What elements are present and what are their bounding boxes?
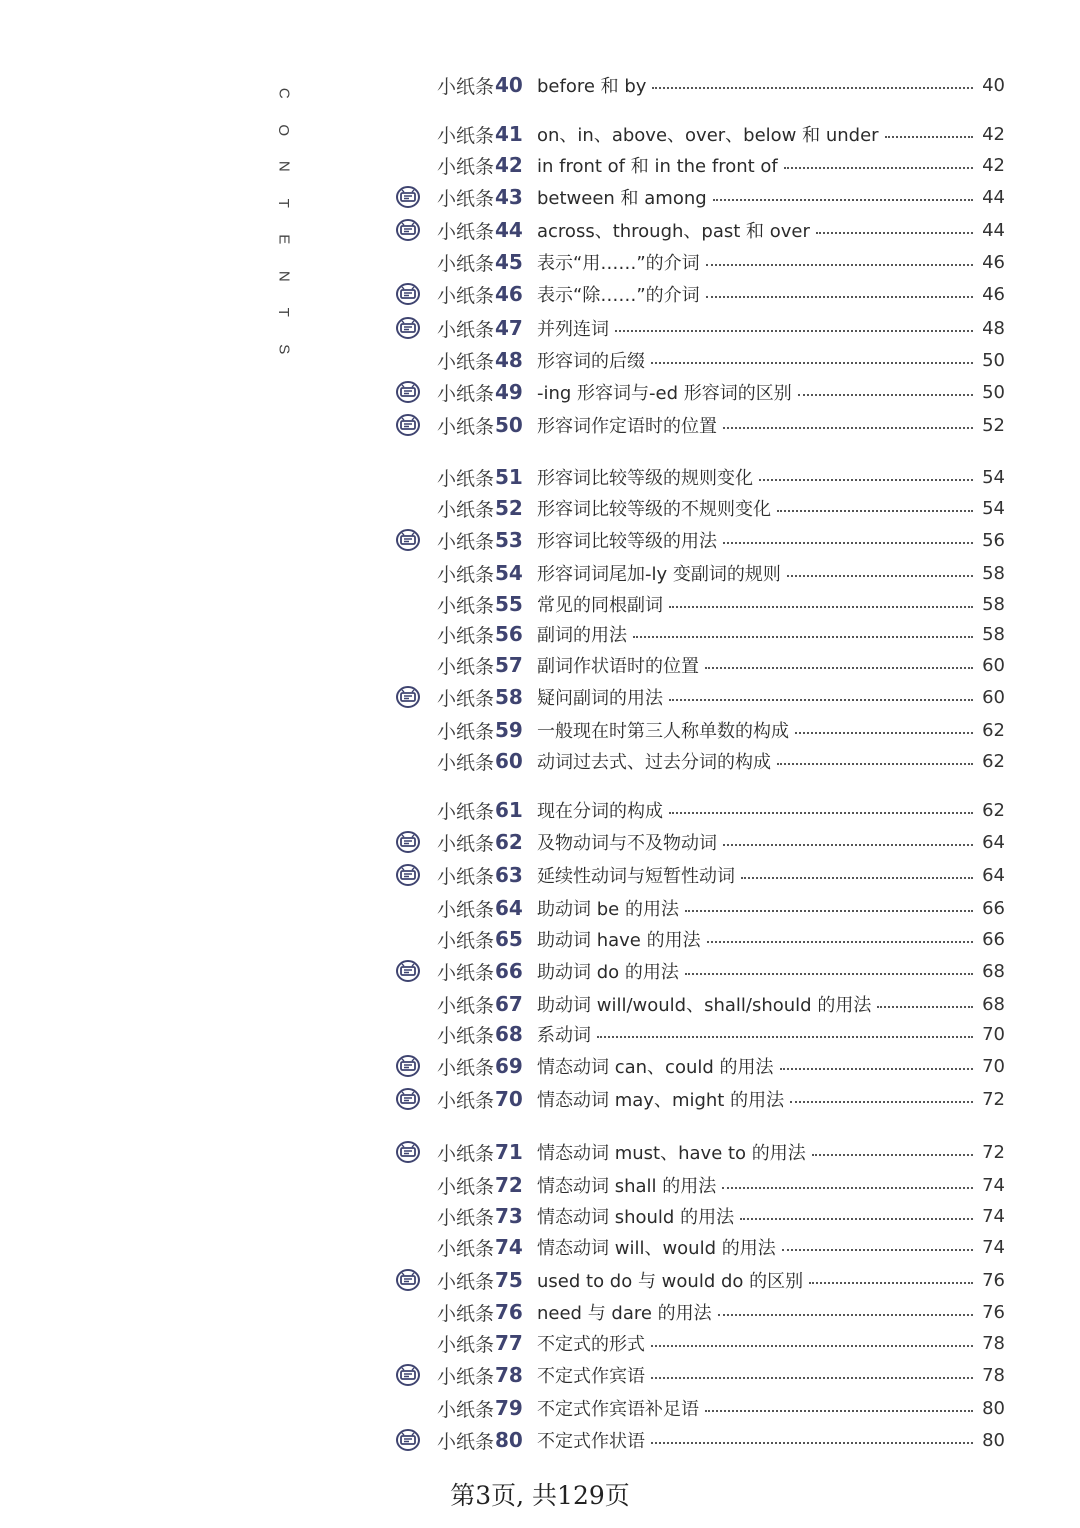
video-note-icon bbox=[395, 410, 437, 440]
entry-number: 56 bbox=[495, 622, 523, 646]
toc-entry[interactable] bbox=[395, 1170, 1005, 1200]
toc-entry[interactable] bbox=[395, 558, 1005, 588]
entry-page-number: 48 bbox=[982, 317, 1005, 339]
entry-page-number: 62 bbox=[982, 799, 1005, 821]
entry-page-number: 80 bbox=[982, 1429, 1005, 1451]
dot-leader bbox=[784, 166, 973, 169]
entry-prefix: 小纸条 bbox=[437, 187, 495, 210]
dot-leader bbox=[651, 1344, 973, 1347]
icon-placeholder bbox=[395, 150, 437, 180]
entry-page-number: 46 bbox=[982, 283, 1005, 305]
entry-prefix: 小纸条 bbox=[437, 220, 495, 243]
entry-number: 78 bbox=[495, 1363, 523, 1387]
entry-number: 49 bbox=[495, 380, 523, 404]
entry-page-number: 58 bbox=[982, 593, 1005, 615]
entry-number: 47 bbox=[495, 316, 523, 340]
icon-placeholder bbox=[395, 119, 437, 149]
entry-number: 70 bbox=[495, 1087, 523, 1111]
entry-prefix: 小纸条 bbox=[437, 832, 495, 855]
entry-page-number: 72 bbox=[982, 1088, 1005, 1110]
entry-number: 62 bbox=[495, 830, 523, 854]
entry-prefix: 小纸条 bbox=[437, 1024, 495, 1047]
toc-entry[interactable] bbox=[395, 70, 1005, 100]
dot-leader bbox=[707, 940, 973, 943]
entry-title: 形容词的后缀 bbox=[537, 351, 645, 372]
entry-page-number: 54 bbox=[982, 497, 1005, 519]
dot-leader bbox=[741, 876, 973, 879]
entry-title: 现在分词的构成 bbox=[537, 801, 663, 822]
toc-entry[interactable] bbox=[395, 619, 1005, 649]
entry-page-number: 56 bbox=[982, 529, 1005, 551]
entry-title: 常见的同根副词 bbox=[537, 595, 663, 616]
entry-title: 表示“用……”的介词 bbox=[537, 253, 700, 274]
toc-entry[interactable] bbox=[395, 827, 1005, 857]
video-note-icon bbox=[395, 377, 437, 407]
dot-leader bbox=[798, 393, 973, 396]
toc-entry[interactable] bbox=[395, 525, 1005, 555]
icon-placeholder bbox=[395, 715, 437, 745]
entry-number: 72 bbox=[495, 1173, 523, 1197]
icon-placeholder bbox=[395, 1170, 437, 1200]
dot-leader bbox=[877, 1005, 973, 1008]
dot-leader bbox=[812, 1153, 973, 1156]
entry-page-number: 54 bbox=[982, 466, 1005, 488]
entry-title: 情态动词 should 的用法 bbox=[537, 1207, 735, 1228]
dot-leader bbox=[722, 1186, 973, 1189]
entry-title: 情态动词 may、might 的用法 bbox=[537, 1090, 785, 1111]
entry-prefix: 小纸条 bbox=[437, 865, 495, 888]
toc-entry[interactable] bbox=[395, 182, 1005, 212]
entry-page-number: 50 bbox=[982, 349, 1005, 371]
entry-number: 59 bbox=[495, 718, 523, 742]
entry-prefix: 小纸条 bbox=[437, 751, 495, 774]
entry-number: 71 bbox=[495, 1140, 523, 1164]
toc-entry[interactable] bbox=[395, 313, 1005, 343]
entry-prefix: 小纸条 bbox=[437, 1333, 495, 1356]
entry-number: 53 bbox=[495, 528, 523, 552]
dot-leader bbox=[669, 811, 973, 814]
dot-leader bbox=[795, 731, 973, 734]
entry-number: 58 bbox=[495, 685, 523, 709]
dot-leader bbox=[723, 541, 973, 544]
toc-entry[interactable] bbox=[395, 150, 1005, 180]
contents-letter: E bbox=[275, 234, 293, 245]
entry-number: 61 bbox=[495, 798, 523, 822]
entry-page-number: 70 bbox=[982, 1023, 1005, 1045]
toc-entry[interactable] bbox=[395, 247, 1005, 277]
entry-number: 51 bbox=[495, 465, 523, 489]
icon-placeholder bbox=[395, 247, 437, 277]
dot-leader bbox=[782, 1248, 973, 1251]
toc-entry[interactable] bbox=[395, 1265, 1005, 1295]
entry-prefix: 小纸条 bbox=[437, 929, 495, 952]
entry-title: 一般现在时第三人称单数的构成 bbox=[537, 721, 789, 742]
video-note-icon bbox=[395, 215, 437, 245]
entry-number: 46 bbox=[495, 282, 523, 306]
entry-prefix: 小纸条 bbox=[437, 530, 495, 553]
video-note-icon bbox=[395, 313, 437, 343]
entry-prefix: 小纸条 bbox=[437, 252, 495, 275]
video-note-icon bbox=[395, 1265, 437, 1295]
entry-page-number: 72 bbox=[982, 1141, 1005, 1163]
entry-title: 形容词作定语时的位置 bbox=[537, 416, 717, 437]
toc-entry[interactable] bbox=[395, 1051, 1005, 1081]
entry-title: 形容词比较等级的用法 bbox=[537, 531, 717, 552]
entry-title: across、through、past 和 over bbox=[537, 221, 810, 242]
entry-number: 42 bbox=[495, 153, 523, 177]
entry-number: 74 bbox=[495, 1235, 523, 1259]
entry-page-number: 74 bbox=[982, 1236, 1005, 1258]
icon-placeholder bbox=[395, 1297, 437, 1327]
video-note-icon bbox=[395, 1425, 437, 1455]
toc-entry[interactable] bbox=[395, 215, 1005, 245]
entry-title: on、in、above、over、below 和 under bbox=[537, 125, 879, 146]
dot-leader bbox=[651, 361, 973, 364]
entry-page-number: 50 bbox=[982, 381, 1005, 403]
toc-entry[interactable] bbox=[395, 462, 1005, 492]
toc-entry[interactable] bbox=[395, 1232, 1005, 1262]
entry-prefix: 小纸条 bbox=[437, 350, 495, 373]
toc-entry[interactable] bbox=[395, 1425, 1005, 1455]
video-note-icon bbox=[395, 1084, 437, 1114]
entry-page-number: 68 bbox=[982, 960, 1005, 982]
entry-prefix: 小纸条 bbox=[437, 124, 495, 147]
entry-page-number: 80 bbox=[982, 1397, 1005, 1419]
entry-title: -ing 形容词与-ed 形容词的区别 bbox=[537, 383, 792, 404]
entry-title: 不定式的形式 bbox=[537, 1334, 645, 1355]
icon-placeholder bbox=[395, 989, 437, 1019]
video-note-icon bbox=[395, 1360, 437, 1390]
video-note-icon bbox=[395, 525, 437, 555]
entry-page-number: 74 bbox=[982, 1205, 1005, 1227]
icon-placeholder bbox=[395, 558, 437, 588]
toc-entry[interactable] bbox=[395, 1328, 1005, 1358]
entry-prefix: 小纸条 bbox=[437, 961, 495, 984]
entry-page-number: 62 bbox=[982, 750, 1005, 772]
entry-number: 64 bbox=[495, 896, 523, 920]
entry-prefix: 小纸条 bbox=[437, 1398, 495, 1421]
icon-placeholder bbox=[395, 345, 437, 375]
entry-number: 54 bbox=[495, 561, 523, 585]
entry-page-number: 46 bbox=[982, 251, 1005, 273]
toc-entry[interactable] bbox=[395, 493, 1005, 523]
entry-title: 副词的用法 bbox=[537, 625, 627, 646]
toc-entry[interactable] bbox=[395, 746, 1005, 776]
entry-number: 73 bbox=[495, 1204, 523, 1228]
entry-prefix: 小纸条 bbox=[437, 467, 495, 490]
entry-title: need 与 dare 的用法 bbox=[537, 1303, 712, 1324]
entry-title: 情态动词 shall 的用法 bbox=[537, 1176, 717, 1197]
entry-title: 副词作状语时的位置 bbox=[537, 656, 699, 677]
dot-leader bbox=[685, 972, 973, 975]
entry-number: 75 bbox=[495, 1268, 523, 1292]
icon-placeholder bbox=[395, 462, 437, 492]
contents-letter: O bbox=[275, 123, 293, 136]
dot-leader bbox=[740, 1217, 973, 1220]
icon-placeholder bbox=[395, 924, 437, 954]
entry-prefix: 小纸条 bbox=[437, 318, 495, 341]
entry-prefix: 小纸条 bbox=[437, 382, 495, 405]
entry-prefix: 小纸条 bbox=[437, 1302, 495, 1325]
entry-page-number: 70 bbox=[982, 1055, 1005, 1077]
contents-letter: N bbox=[275, 270, 293, 282]
dot-leader bbox=[669, 698, 973, 701]
entry-page-number: 68 bbox=[982, 993, 1005, 1015]
toc-entry[interactable] bbox=[395, 682, 1005, 712]
entry-number: 76 bbox=[495, 1300, 523, 1324]
toc-entry[interactable] bbox=[395, 589, 1005, 619]
entry-number: 66 bbox=[495, 959, 523, 983]
dot-leader bbox=[651, 1441, 973, 1444]
entry-page-number: 42 bbox=[982, 154, 1005, 176]
entry-title: 情态动词 can、could 的用法 bbox=[537, 1057, 774, 1078]
entry-page-number: 44 bbox=[982, 219, 1005, 241]
icon-placeholder bbox=[395, 1019, 437, 1049]
entry-title: in front of 和 in the front of bbox=[537, 156, 778, 177]
entry-prefix: 小纸条 bbox=[437, 1056, 495, 1079]
dot-leader bbox=[809, 1281, 973, 1284]
entry-prefix: 小纸条 bbox=[437, 75, 495, 98]
entry-page-number: 74 bbox=[982, 1174, 1005, 1196]
entry-prefix: 小纸条 bbox=[437, 624, 495, 647]
contents-letter: T bbox=[275, 307, 293, 317]
toc-entry[interactable] bbox=[395, 410, 1005, 440]
toc-entry[interactable] bbox=[395, 893, 1005, 923]
dot-leader bbox=[705, 1409, 973, 1412]
toc-entry[interactable] bbox=[395, 956, 1005, 986]
entry-prefix: 小纸条 bbox=[437, 498, 495, 521]
entry-title: between 和 among bbox=[537, 188, 707, 209]
entry-number: 65 bbox=[495, 927, 523, 951]
dot-leader bbox=[705, 666, 973, 669]
entry-title: 形容词比较等级的不规则变化 bbox=[537, 499, 771, 520]
video-note-icon bbox=[395, 682, 437, 712]
toc-entry[interactable] bbox=[395, 1201, 1005, 1231]
toc-entry[interactable] bbox=[395, 650, 1005, 680]
dot-leader bbox=[759, 478, 973, 481]
video-note-icon bbox=[395, 827, 437, 857]
entry-title: 形容词词尾加-ly 变副词的规则 bbox=[537, 564, 781, 585]
dot-leader bbox=[780, 1067, 973, 1070]
entry-page-number: 76 bbox=[982, 1301, 1005, 1323]
video-note-icon bbox=[395, 956, 437, 986]
dot-leader bbox=[816, 231, 973, 234]
video-note-icon bbox=[395, 279, 437, 309]
entry-title: 情态动词 will、would 的用法 bbox=[537, 1238, 776, 1259]
entry-number: 69 bbox=[495, 1054, 523, 1078]
entry-prefix: 小纸条 bbox=[437, 284, 495, 307]
entry-number: 68 bbox=[495, 1022, 523, 1046]
dot-leader bbox=[777, 762, 973, 765]
entry-title: 疑问副词的用法 bbox=[537, 688, 663, 709]
dot-leader bbox=[706, 263, 973, 266]
entry-title: 及物动词与不及物动词 bbox=[537, 833, 717, 854]
entry-title: 助动词 will/would、shall/should 的用法 bbox=[537, 995, 872, 1016]
icon-placeholder bbox=[395, 493, 437, 523]
entry-number: 41 bbox=[495, 122, 523, 146]
video-note-icon bbox=[395, 182, 437, 212]
entry-title: 系动词 bbox=[537, 1025, 591, 1046]
toc-entry[interactable] bbox=[395, 345, 1005, 375]
toc-entry[interactable] bbox=[395, 795, 1005, 825]
dot-leader bbox=[723, 426, 973, 429]
icon-placeholder bbox=[395, 1328, 437, 1358]
icon-placeholder bbox=[395, 650, 437, 680]
dot-leader bbox=[885, 135, 973, 138]
entry-title: 助动词 be 的用法 bbox=[537, 899, 679, 920]
toc-entry[interactable] bbox=[395, 1084, 1005, 1114]
entry-prefix: 小纸条 bbox=[437, 155, 495, 178]
entry-number: 55 bbox=[495, 592, 523, 616]
entry-title: 助动词 do 的用法 bbox=[537, 962, 679, 983]
entry-prefix: 小纸条 bbox=[437, 1206, 495, 1229]
toc-entry[interactable] bbox=[395, 1393, 1005, 1423]
entry-number: 44 bbox=[495, 218, 523, 242]
dot-leader bbox=[669, 605, 973, 608]
dot-leader bbox=[651, 1376, 973, 1379]
entry-page-number: 60 bbox=[982, 654, 1005, 676]
entry-prefix: 小纸条 bbox=[437, 687, 495, 710]
icon-placeholder bbox=[395, 1393, 437, 1423]
entry-number: 67 bbox=[495, 992, 523, 1016]
dot-leader bbox=[685, 909, 973, 912]
entry-title: 不定式作宾语补足语 bbox=[537, 1399, 699, 1420]
entry-page-number: 44 bbox=[982, 186, 1005, 208]
entry-prefix: 小纸条 bbox=[437, 415, 495, 438]
dot-leader bbox=[777, 509, 973, 512]
dot-leader bbox=[787, 574, 973, 577]
entry-title: 动词过去式、过去分词的构成 bbox=[537, 752, 771, 773]
entry-title: 助动词 have 的用法 bbox=[537, 930, 701, 951]
dot-leader bbox=[718, 1313, 973, 1316]
entry-prefix: 小纸条 bbox=[437, 1270, 495, 1293]
toc-entry[interactable] bbox=[395, 989, 1005, 1019]
entry-number: 43 bbox=[495, 185, 523, 209]
dot-leader bbox=[633, 635, 973, 638]
icon-placeholder bbox=[395, 619, 437, 649]
entry-page-number: 78 bbox=[982, 1332, 1005, 1354]
dot-leader bbox=[790, 1100, 973, 1103]
icon-placeholder bbox=[395, 893, 437, 923]
entry-page-number: 40 bbox=[982, 74, 1005, 96]
entry-prefix: 小纸条 bbox=[437, 594, 495, 617]
entry-title: 形容词比较等级的规则变化 bbox=[537, 468, 753, 489]
entry-prefix: 小纸条 bbox=[437, 720, 495, 743]
toc-entry[interactable] bbox=[395, 1360, 1005, 1390]
entry-title: 延续性动词与短暂性动词 bbox=[537, 866, 735, 887]
entry-title: 情态动词 must、have to 的用法 bbox=[537, 1143, 806, 1164]
entry-prefix: 小纸条 bbox=[437, 800, 495, 823]
entry-title: used to do 与 would do 的区别 bbox=[537, 1271, 804, 1292]
entry-number: 48 bbox=[495, 348, 523, 372]
entry-prefix: 小纸条 bbox=[437, 1089, 495, 1112]
entry-page-number: 60 bbox=[982, 686, 1005, 708]
toc-entry[interactable] bbox=[395, 279, 1005, 309]
entry-prefix: 小纸条 bbox=[437, 994, 495, 1017]
toc-entry[interactable] bbox=[395, 924, 1005, 954]
entry-title: 不定式作状语 bbox=[537, 1431, 645, 1452]
entry-page-number: 42 bbox=[982, 123, 1005, 145]
icon-placeholder bbox=[395, 589, 437, 619]
entry-number: 60 bbox=[495, 749, 523, 773]
entry-page-number: 64 bbox=[982, 831, 1005, 853]
toc-entry[interactable] bbox=[395, 1019, 1005, 1049]
entry-page-number: 58 bbox=[982, 562, 1005, 584]
entry-title: 不定式作宾语 bbox=[537, 1366, 645, 1387]
entry-number: 50 bbox=[495, 413, 523, 437]
dot-leader bbox=[597, 1035, 973, 1038]
entry-number: 77 bbox=[495, 1331, 523, 1355]
entry-number: 57 bbox=[495, 653, 523, 677]
toc-entry[interactable] bbox=[395, 860, 1005, 890]
entry-page-number: 58 bbox=[982, 623, 1005, 645]
entry-page-number: 76 bbox=[982, 1269, 1005, 1291]
dot-leader bbox=[723, 843, 973, 846]
toc-entry[interactable] bbox=[395, 1137, 1005, 1167]
icon-placeholder bbox=[395, 70, 437, 100]
icon-placeholder bbox=[395, 746, 437, 776]
entry-number: 80 bbox=[495, 1428, 523, 1452]
entry-number: 52 bbox=[495, 496, 523, 520]
entry-title: 并列连词 bbox=[537, 319, 609, 340]
entry-title: before 和 by bbox=[537, 76, 647, 97]
entry-page-number: 78 bbox=[982, 1364, 1005, 1386]
contents-letter: N bbox=[275, 160, 293, 172]
entry-title: 表示“除……”的介词 bbox=[537, 285, 700, 306]
entry-page-number: 64 bbox=[982, 864, 1005, 886]
icon-placeholder bbox=[395, 1232, 437, 1262]
dot-leader bbox=[713, 198, 973, 201]
entry-prefix: 小纸条 bbox=[437, 1237, 495, 1260]
video-note-icon bbox=[395, 1137, 437, 1167]
toc-entry[interactable] bbox=[395, 119, 1005, 149]
entry-prefix: 小纸条 bbox=[437, 898, 495, 921]
contents-letter: S bbox=[275, 343, 293, 354]
dot-leader bbox=[615, 329, 973, 332]
entry-number: 79 bbox=[495, 1396, 523, 1420]
dot-leader bbox=[652, 86, 973, 89]
page-footer: 第3页, 共129页 bbox=[450, 1481, 630, 1510]
icon-placeholder bbox=[395, 1201, 437, 1231]
entry-page-number: 66 bbox=[982, 897, 1005, 919]
entry-prefix: 小纸条 bbox=[437, 655, 495, 678]
toc-entry[interactable] bbox=[395, 1297, 1005, 1327]
entry-prefix: 小纸条 bbox=[437, 1142, 495, 1165]
toc-entry[interactable] bbox=[395, 377, 1005, 407]
icon-placeholder bbox=[395, 795, 437, 825]
entry-page-number: 52 bbox=[982, 414, 1005, 436]
entry-number: 45 bbox=[495, 250, 523, 274]
video-note-icon bbox=[395, 860, 437, 890]
entry-prefix: 小纸条 bbox=[437, 563, 495, 586]
entry-prefix: 小纸条 bbox=[437, 1430, 495, 1453]
entry-prefix: 小纸条 bbox=[437, 1175, 495, 1198]
entry-page-number: 66 bbox=[982, 928, 1005, 950]
contents-letter: T bbox=[275, 198, 293, 208]
entry-prefix: 小纸条 bbox=[437, 1365, 495, 1388]
entry-page-number: 62 bbox=[982, 719, 1005, 741]
video-note-icon bbox=[395, 1051, 437, 1081]
contents-letter: C bbox=[275, 87, 293, 99]
dot-leader bbox=[706, 295, 973, 298]
entry-number: 40 bbox=[495, 73, 523, 97]
toc-entry[interactable] bbox=[395, 715, 1005, 745]
entry-number: 63 bbox=[495, 863, 523, 887]
